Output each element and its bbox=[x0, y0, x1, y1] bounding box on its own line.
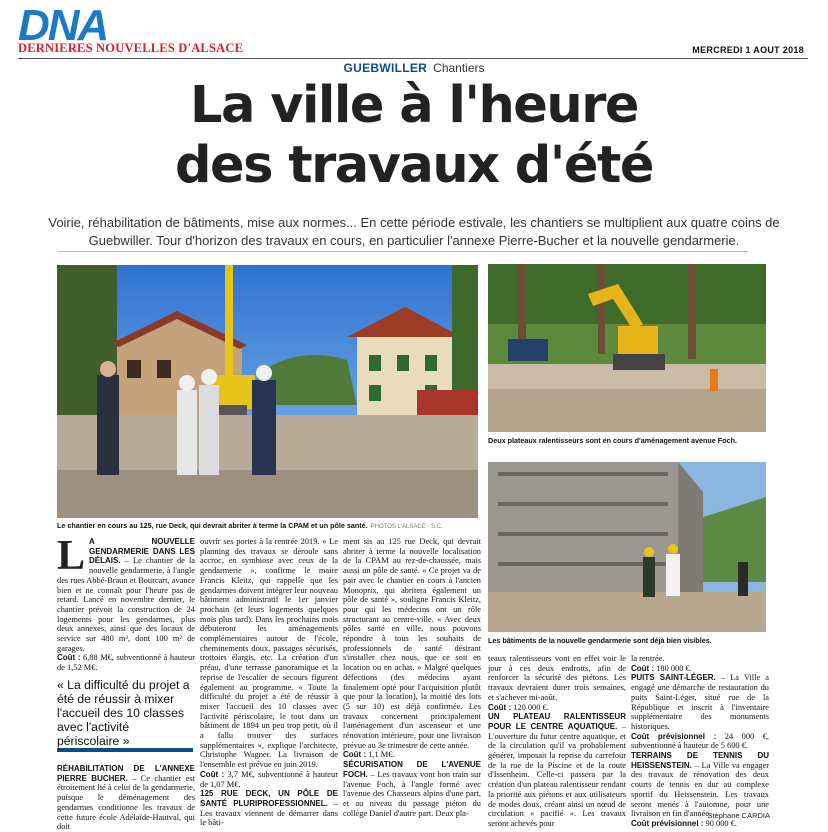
issue-date: MERCREDI 1 AOUT 2018 bbox=[692, 45, 804, 55]
photo-gendarmerie bbox=[488, 462, 766, 632]
masthead-subtitle: DERNIERES NOUVELLES D'ALSACE bbox=[18, 41, 244, 55]
cost-label: Coût : bbox=[200, 769, 225, 779]
section-text-centre-aquatique-cont: la rentrée. bbox=[631, 654, 665, 663]
column-4 bbox=[488, 654, 626, 826]
photo-rue-deck-image bbox=[57, 265, 478, 518]
cost-label: Coût : bbox=[343, 750, 367, 760]
photo-avenue-foch-caption: Deux plateaux ralentisseurs sont en cours d'aménagement avenue Foch. bbox=[488, 436, 737, 445]
pull-quote bbox=[57, 678, 193, 748]
dna-logo-text: DNA bbox=[18, 1, 108, 50]
author-signature: Stéphane CARDIA bbox=[707, 811, 770, 820]
photo-gendarmerie-caption: Les bâtiments de la nouvelle gendarmerie sont déjà bien visibles. bbox=[488, 636, 712, 645]
section-head-foch: SÉCURISATION DE L'AVENUE FOCH. bbox=[343, 760, 481, 779]
section-text-rue-deck-cont: ment sis au 125 rue Deck, qui devrait abriter à terme la nouvelle localisation de la CPAM au rez-de-chaussée, mais aussi un pôle de santé. « Ce projet va de pair avec le chantier en cours à l'ancien Monoprix, qui abritera également un pôle de santé », souligne Francis Kleitz, pour qui les médecins ont un rôle structurant au centre-ville. « Avec deux pôles santé en ville, nous pouvons répondre à tous les souhaits de professionnels de santé désirant s'installer chez nous, que ce soit en location ou en achat. » Malgré quelques défections (des médecins ayant finalement opté pour l'acquisition plutôt que pour la location), la moitié des lots (5 sur 10) est déjà confirmée. Les travaux concernent principalement l'aménagement d'un ascenseur et une rénovation intérieure, pour une livraison prévue au 3e trimestre de cette année. bbox=[343, 537, 481, 750]
section-head-centre-aquatique: UN PLATEAU RALENTISSEUR POUR LE CENTRE AQUATIQUE. bbox=[488, 712, 626, 731]
standfirst-rule bbox=[58, 251, 748, 252]
section-text-rue-deck: – Les travaux viennent de démarrer dans le bâti- bbox=[200, 798, 339, 828]
photo-credit: PHOTOS L'ALSACE - S.C. bbox=[370, 524, 443, 530]
section-text-foch: – Les travaux vont bon train sur l'avenue Foch, à l'angle formé avec l'avenue des Chasseurs alpins d'une part, et au niveau du passage piéton du collège Daniel d'autre part. Deux pla- bbox=[343, 769, 481, 818]
kicker-rubric: Chantiers bbox=[433, 61, 485, 75]
column-2 bbox=[200, 537, 338, 826]
pull-quote-rule bbox=[57, 748, 193, 752]
column-1-bottom bbox=[57, 764, 195, 832]
dna-logo bbox=[18, 1, 166, 50]
kicker bbox=[0, 61, 828, 75]
section-text-annexe: – Ce chantier est étroitement lié à celui de la gendarmerie, puisque le déménagement des gendarmes conditionne les travaux de cette future école Adélaïde-Hautval, qui doit bbox=[57, 773, 195, 832]
headline-line-2: des travaux d'été bbox=[175, 136, 653, 195]
section-text-gendarmerie: – Le chantier de la nouvelle gendarmerie, à l'angle des rues Abbé-Braun et Bourcart, avance bien et ne connaît pour l'heure pas de retard. Lancé en novembre dernier, le chantier prévoit la construction de 24 logements pour les gendarmes, plus deux annexes, ainsi que des locaux de service sur 480 m², dont 100 m² de garages. bbox=[57, 556, 195, 653]
cost-gendarmerie: 6,88 M€, subventionné à hauteur de 1,52 M€. bbox=[57, 653, 195, 673]
photo-avenue-foch bbox=[488, 264, 766, 432]
cost-label: Coût : bbox=[57, 653, 81, 663]
cost-foch: 120 000 €. bbox=[511, 702, 549, 712]
cost-label: Coût : bbox=[488, 702, 512, 712]
masthead-rule bbox=[18, 58, 808, 59]
photo-avenue-foch-image bbox=[488, 264, 766, 432]
section-text-annexe-cont: ouvrir ses portes à la rentrée 2019. « Le planning des travaux se déroule sans accroc, en symbiose avec ceux de la gendarmerie », confirme le maire Francis Kleitz, qui rappelle que les gendarmes doivent intégrer leur nouveau bâtiment administratif le 1er janvier prochain (et leurs logements quelques mois plus tard). Dans les prochains mois débuteront les aménagements complémentaires autour de l'école, cheminements doux, passages sécurisés, trottoirs élargis, etc. La création d'un préau, d'une terrasse panoramique et la reprise de l'escalier de secours figurent également au programme. « Toute la difficulté du projet a été de réussir à mixer l'accueil des 10 classes avec l'activité périscolaire, le tout dans un bâtiment de 1894 un peu trop petit, où il a fallu trouver des surfaces supplémentaires », explique l'architecte, Christophe Wagner. La livraison de l'ensemble est prévue en juin 2019. bbox=[200, 537, 338, 770]
section-head-rue-deck: 125 RUE DECK, UN PÔLE DE SANTÉ PLURIPROFESSIONNEL. bbox=[200, 789, 338, 808]
cost-tennis: 90 000 €. bbox=[703, 818, 737, 828]
section-head-gendarmerie: A NOUVELLE GENDARMERIE DANS LES DÉLAIS. bbox=[89, 537, 195, 566]
cost-label: Coût : bbox=[631, 663, 655, 673]
cost-puits: 24 000 €, subventionné à hauteur de 5 600 €. bbox=[631, 731, 770, 751]
headline-line-1: La ville à l'heure bbox=[190, 76, 638, 135]
kicker-city: GUEBWILLER bbox=[343, 61, 428, 75]
column-3 bbox=[343, 537, 481, 826]
photo-rue-deck bbox=[57, 265, 478, 518]
photo-gendarmerie-image bbox=[488, 462, 766, 632]
section-text-centre-aquatique: – L'ouverture du futur centre aquatique, et de la circulation qu'il va probablement générer, imposait la reprise du carrefour de la rue de la Piscine et de la route d'Issenheim. Celle-ci passera par la création d'un plateau ralentisseur rendant la priorité aux piétons et aux utilisateurs de modes doux, créant ainsi un nœud de circulation « pacifié ». Les travaux seront achevés pour bbox=[488, 721, 626, 828]
section-text-foch-cont: teaux ralentisseurs vont en effet voir le jour à ces deux endroits, afin de renforcer la sécurité des piétons. Les travaux devraient durer trois semaines, et s'achever mi-août. bbox=[488, 654, 626, 702]
section-head-puits: PUITS SAINT-LÉGER. bbox=[631, 673, 716, 683]
photo-rue-deck-caption bbox=[57, 521, 481, 532]
photo-rue-deck-caption-text: Le chantier en cours au 125, rue Deck, qui devrait abriter à terme la CPAM et un pôle santé. bbox=[57, 521, 368, 530]
section-head-tennis: TERRAINS DE TENNIS DU HEISSENSTEIN. bbox=[631, 751, 769, 770]
drop-cap: L bbox=[57, 533, 86, 579]
section-text-puits: – La Ville a engagé une démarche de restauration du puits Saint-Léger, situé rue de la République et inscrit à l'inventaire supplémentaire des monuments historiques. bbox=[631, 673, 769, 731]
cost-label: Coût prévisionnel : bbox=[631, 731, 717, 741]
column-1-top bbox=[57, 533, 195, 673]
cost-annexe: 3,7 M€, subventionné à hauteur de 1,07 M€. bbox=[200, 769, 339, 789]
cost-rue-deck: 1,1 M€. bbox=[366, 750, 395, 760]
cost-label: Coût prévisionnel : bbox=[631, 818, 704, 828]
cost-centre-aquatique: 180 000 €. bbox=[654, 663, 692, 673]
section-head-annexe: RÉHABILITATION DE L'ANNEXE PIERRE BUCHER. bbox=[57, 764, 195, 783]
pull-quote-text: « La difficulté du projet a été de réussir à mixer l'accueil des 10 classes avec l'activité périscolaire » bbox=[57, 678, 190, 748]
section-text-tennis: – La Ville va engager des travaux de rénovation des deux courts de tennis en dur au complexe sportif du Heissenstein. Les travaux seront menés à l'automne, pour une livraison en fin d'année. bbox=[631, 760, 769, 819]
standfirst: Voirie, réhabilitation de bâtiments, mise aux normes... En cette période estivale, les chantiers se multiplient aux quatre coins de Guebwiller. Tour d'horizon des travaux en cours, en particulier l'annexe Pierre-Bucher et la nouvelle gendarmerie. bbox=[48, 215, 780, 248]
